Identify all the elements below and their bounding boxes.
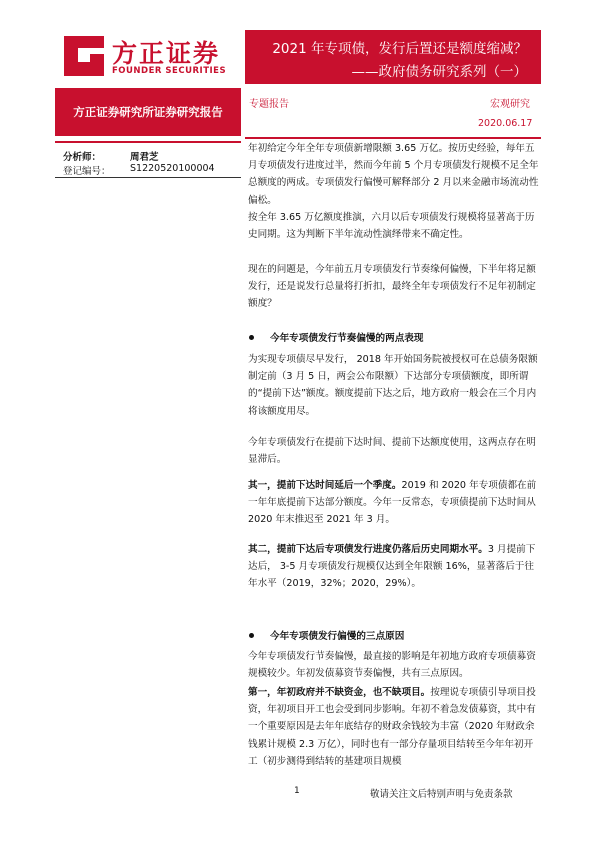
paragraph: 为实现专项债尽早发行， 2018 年开始国务院被授权可在总债务限额制定前（3 月 5 日，两会公布限额）下达部分专项债额度，即所谓的“提前下达”额度。额度提前下达之后，地方政府一般会在三个月内将该额度用尽。 — [248, 354, 538, 417]
sidebar-divider — [55, 141, 241, 143]
section-heading-text: 今年专项债发行节奏偏慢的两点表现 — [270, 333, 424, 344]
paragraph: 今年专项债发行节奏偏慢，最直接的影响是年初地方政府专项债募资规模较少。年初发债募资节奏偏慢，共有三点原因。 — [248, 651, 536, 680]
section-heading-text: 今年专项债发行偏慢的三点原因 — [270, 631, 405, 642]
paragraph-lead: 第一，年初政府并不缺资金，也不缺项目。 — [248, 687, 431, 698]
paragraph: 年初给定今年全年专项债新增限额 3.65 万亿。按历史经验，每年五月专项债发行进度过半，然而今年前 5 个月专项债发行规模不足全年总额度的两成。专项债发行偏慢可解释部分 2 月以来金融市场流动性偏松。 — [248, 143, 539, 206]
paragraph-lead: 其二，提前下达后专项债发行进度仍落后历史同期水平。 — [248, 544, 488, 555]
paragraph-text: 3 月提前下达后， 3-5 月专项债发行规模仅达到全年限额 16%，显著落后于往年水平（2019，32%；2020，29%）。 — [248, 544, 536, 590]
header-divider — [245, 137, 541, 139]
title-banner — [245, 30, 541, 84]
bullet-icon — [249, 335, 254, 340]
analyst-name: 周君芝 — [130, 152, 159, 163]
registration-label: 登记编号： — [63, 166, 111, 177]
paragraph-lead: 其一，提前下达时间延后一个季度。 — [248, 480, 402, 491]
org-banner — [55, 88, 241, 136]
paragraph — [248, 477, 540, 529]
analyst-label: 分析师： — [63, 152, 102, 163]
analyst-divider — [55, 177, 241, 178]
paragraph — [248, 541, 540, 593]
report-title: 2021 年专项债，发行后置还是额度缩减？ — [272, 41, 527, 57]
report-subtitle: ——政府债务研究系列（一） — [351, 64, 527, 80]
paragraph-text: 2019 和 2020 年专项债都在前一年年底提前下达部分额度。今年一反常态，专项债提前下达时间从 2020 年末推迟至 2021 年 3 月。 — [248, 480, 537, 526]
section-heading — [249, 628, 404, 642]
logo-en: FOUNDER SECURITIES — [112, 66, 227, 76]
logo-cn: 方正证券 — [112, 39, 221, 68]
paragraph: 现在的问题是，今年前五月专项债发行节奏缘何偏慢，下半年将足额发行，还是说发行总量将打折扣，最终全年专项债发行不足年初制定额度？ — [248, 264, 536, 310]
report-date: 2020.06.17 — [478, 118, 533, 129]
paragraph — [248, 684, 540, 770]
page-number: 1 — [294, 786, 300, 796]
founder-logo-icon — [60, 32, 108, 80]
paragraph: 按全年 3.65 万亿额度推演，六月以后专项债发行规模将显著高于历史同期。这为判断下半年流动性演绎带来不确定性。 — [248, 212, 535, 241]
section-heading — [249, 330, 424, 344]
report-type: 专题报告 — [249, 99, 289, 110]
org-name: 方正证券研究所证券研究报告 — [73, 105, 223, 119]
report-category: 宏观研究 — [490, 99, 530, 110]
disclaimer-note: 敬请关注文后特别声明与免责条款 — [370, 789, 513, 800]
paragraph: 今年专项债发行在提前下达时间、提前下达额度使用，这两点存在明显滞后。 — [248, 437, 536, 466]
bullet-icon — [249, 633, 254, 638]
paragraph-text: 按理说专项债引导项目投资，年初项目开工也会受到同步影响。年初不着急发债募资，其中有一个重要原因是去年年底结存的财政余钱较为丰富（2020 年财政余钱累计规模 2.3 万亿），同时也有一部分存量项目结转至今年年初开工（初步测得到结转的基建项目规模 — [248, 687, 536, 767]
registration-number: S1220520100004 — [130, 163, 215, 174]
